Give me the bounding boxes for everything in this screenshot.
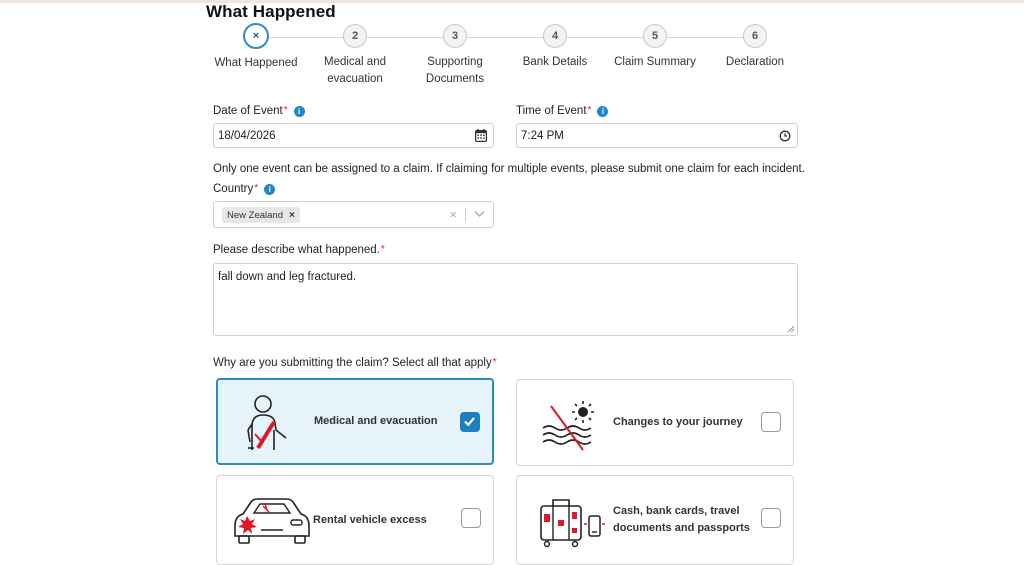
reason-label: Medical and evacuation <box>314 415 438 427</box>
reason-checkbox[interactable] <box>460 412 480 432</box>
luggage-cards-icon <box>527 486 613 550</box>
country-chip-label: New Zealand <box>227 209 283 221</box>
describe-textarea[interactable] <box>213 263 798 336</box>
step-circle: 5 <box>643 24 667 48</box>
required-marker: * <box>587 105 592 116</box>
date-value: 18/04/2026 <box>218 129 276 142</box>
reasons-label <box>213 357 497 369</box>
reason-card-cash-documents[interactable] <box>516 475 794 565</box>
step-label: Claim Summary <box>614 56 696 68</box>
select-divider <box>465 208 466 222</box>
date-of-event-label <box>213 105 305 117</box>
time-of-event-label <box>516 105 608 117</box>
chevron-down-icon[interactable] <box>474 210 485 218</box>
time-value: 7:24 PM <box>521 129 564 142</box>
step-label: Supporting Documents <box>425 56 485 85</box>
time-label-text: Time of Event <box>516 105 587 117</box>
car-damage-icon <box>227 486 313 550</box>
required-marker: * <box>254 183 259 194</box>
top-divider <box>0 0 1024 3</box>
reason-checkbox[interactable] <box>461 508 481 528</box>
country-chip <box>222 207 300 223</box>
date-of-event-input[interactable] <box>213 123 494 148</box>
info-icon[interactable]: i <box>294 106 305 117</box>
reasons-label-text: Why are you submitting the claim? Select all that apply <box>213 357 492 369</box>
required-marker: * <box>492 357 497 368</box>
step-circle: 3 <box>443 24 467 48</box>
step-circle: 4 <box>543 24 567 48</box>
info-icon[interactable]: i <box>264 184 275 195</box>
medical-person-icon <box>228 390 314 454</box>
step-label: Bank Details <box>522 56 588 68</box>
reason-label: Rental vehicle excess <box>313 513 427 526</box>
reason-label: Changes to your journey <box>613 416 743 428</box>
reason-checkbox[interactable] <box>761 412 781 432</box>
clear-icon[interactable]: × <box>449 207 457 222</box>
checkmark-icon <box>461 413 478 430</box>
reason-card-journey-changes[interactable] <box>516 379 794 466</box>
step-circle: 2 <box>343 24 367 48</box>
resize-grip-icon[interactable] <box>787 325 795 333</box>
time-of-event-input[interactable] <box>516 123 798 148</box>
step-label: What Happened <box>214 57 298 69</box>
step-supporting-documents[interactable] <box>400 24 510 88</box>
step-declaration[interactable] <box>700 24 810 71</box>
date-label-text: Date of Event <box>213 105 283 117</box>
remove-chip-icon[interactable]: × <box>288 209 295 221</box>
country-select[interactable] <box>213 201 494 228</box>
step-label: Medical and evacuation <box>323 56 386 85</box>
required-marker: * <box>380 244 385 255</box>
step-bank-details[interactable] <box>500 24 610 71</box>
info-icon[interactable]: i <box>597 106 608 117</box>
clock-icon[interactable] <box>779 130 791 142</box>
reason-checkbox[interactable] <box>761 508 781 528</box>
page-title: What Happened <box>206 2 336 21</box>
step-circle: × <box>243 23 269 49</box>
describe-value: fall down and leg fractured. <box>218 271 357 283</box>
step-medical-evacuation[interactable] <box>300 24 410 88</box>
step-claim-summary[interactable] <box>600 24 710 71</box>
reason-card-rental-vehicle[interactable] <box>216 475 494 565</box>
country-label-text: Country <box>213 183 254 195</box>
step-circle: 6 <box>743 24 767 48</box>
journey-change-icon <box>527 390 613 454</box>
country-label <box>213 183 275 195</box>
required-marker: * <box>283 105 288 116</box>
reason-label: Cash, bank cards, travel documents and passports <box>613 505 750 534</box>
describe-label <box>213 244 385 256</box>
describe-label-text: Please describe what happened. <box>213 244 380 256</box>
step-label: Declaration <box>725 56 785 68</box>
calendar-icon[interactable] <box>475 129 487 142</box>
reason-card-medical-evacuation[interactable] <box>216 378 494 465</box>
single-event-note: Only one event can be assigned to a claim. If claiming for multiple events, please submit one claim for each incident. <box>213 163 805 175</box>
step-what-happened[interactable] <box>201 24 311 72</box>
